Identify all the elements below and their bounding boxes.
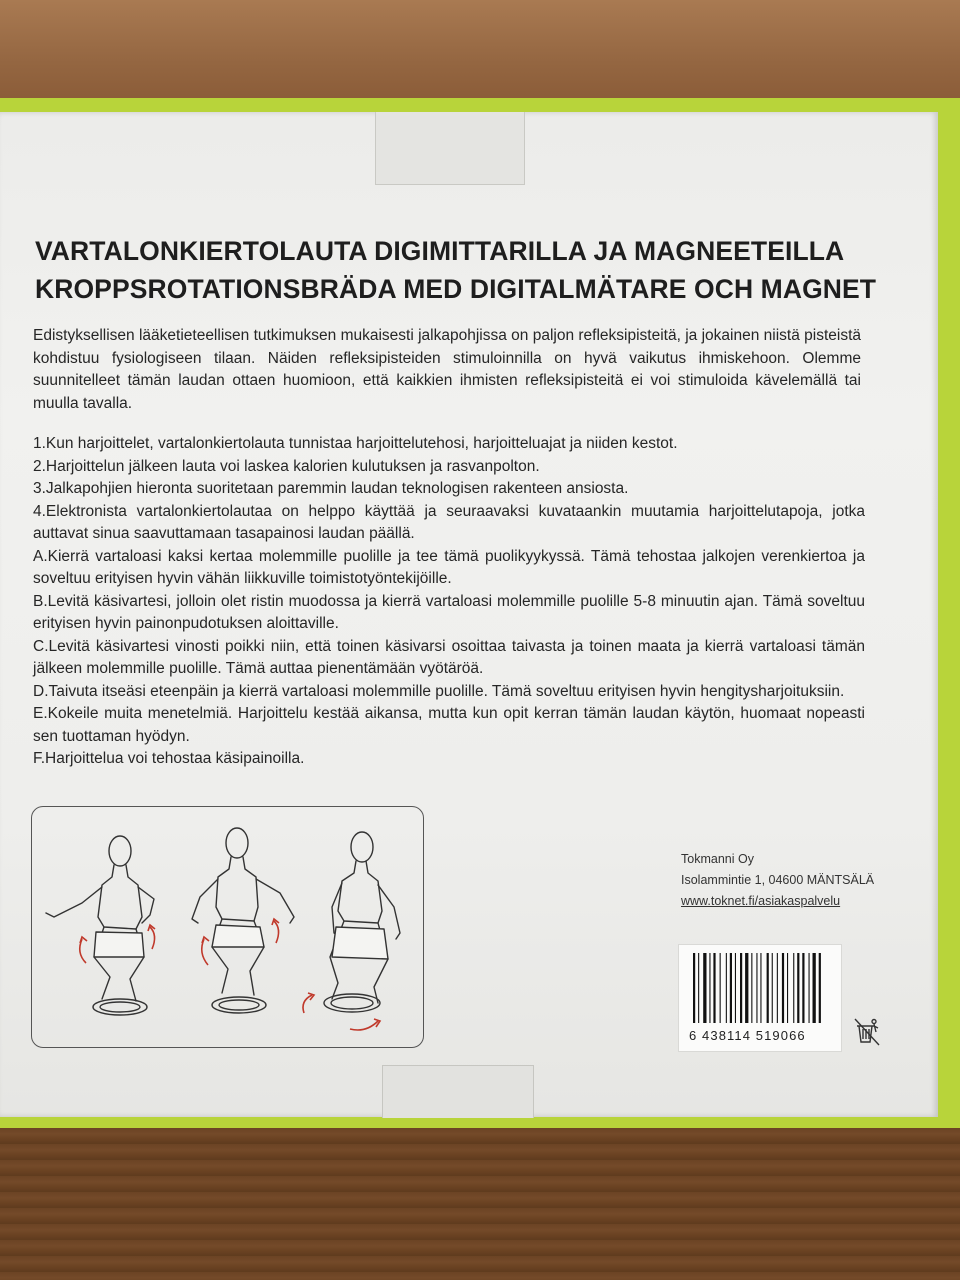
list-item: 2.Harjoittelun jälkeen lauta voi laskea kalorien kulutuksen ja rasvanpolton.: [33, 457, 540, 475]
list-item: E.Kokeile muita menetelmiä. Harjoittelu kestää aikansa, mutta kun opit kerran tämän laudan käytön, huomaat nopeasti sen tuottaman hyödyn.: [33, 705, 865, 745]
list-item: B.Levitä käsivartesi, jolloin olet ristin muodossa ja kierrä vartaloasi molemmille puolille 5-8 minuutin ajan. Tämä soveltuu erityisen hyvin painonpudotuksen aloittaville.: [33, 592, 865, 632]
box-tape-flap-top: [375, 112, 525, 185]
intro-paragraph: Edistyksellisen lääketieteellisen tutkimuksen mukaisesti jalkapohjissa on paljon refleksipisteitä, ja jokainen niistä pisteistä kohdistuu fysiologiseen tilaan. Näiden refleksipisteiden stimuloinnilla on hyvä vaikutus ihmiskehoon. Olemme suunnitelleet tämän laudan ottaen huomioon, että kaikkien ihmisten refleksipisteitä ei voi stimuloida kävelemällä tai muulla tavalla.: [33, 327, 861, 412]
title-finnish: VARTALONKIERTOLAUTA DIGIMITTARILLA JA MAGNEETEILLA: [35, 236, 845, 266]
box-tape-flap-bottom: [382, 1065, 534, 1118]
barcode-bar: [740, 953, 742, 1023]
barcode-bar: [730, 953, 732, 1023]
barcode-bars: [685, 953, 835, 1025]
barcode-bar: [709, 953, 710, 1023]
barcode-bar: [735, 953, 736, 1023]
barcode-label: [678, 944, 842, 1052]
barcode-bar: [720, 953, 721, 1023]
company-name: Tokmanni Oy: [681, 852, 754, 866]
barcode-bar: [767, 953, 769, 1023]
list-item: F.Harjoittelua voi tehostaa käsipainoilla.: [33, 750, 305, 767]
list-item: 1.Kun harjoittelet, vartalonkiertolauta tunnistaa harjoittelutehosi, harjoitteluajat ja niiden kestot.: [33, 435, 678, 452]
barcode-bar: [760, 953, 761, 1023]
instruction-list: [33, 433, 865, 771]
list-item: A.Kierrä vartaloasi kaksi kertaa molemmille puolille ja tee tämä puolikyykyssä. Tämä tehostaa jalkojen verenkiertoa ja soveltuu erityisen hyvin vähän liikkuville toimistotyöntekijöille.: [33, 547, 865, 587]
figure-lunge-twist: [324, 832, 400, 1012]
list-item: D.Taivuta itseäsi eteenpäin ja kierrä vartaloasi molemmille puolille. Tämä soveltuu erityisen hyvin hengitysharjoituksiin.: [33, 682, 845, 700]
barcode-bar: [819, 953, 821, 1023]
barcode-bar: [813, 953, 816, 1023]
barcode-bar: [793, 953, 794, 1023]
barcode-bar: [777, 953, 778, 1023]
exercise-figures-drawing: [32, 807, 423, 1047]
company-address: Isolammintie 1, 04600 MÄNTSÄLÄ: [681, 873, 875, 887]
barcode-bar: [745, 953, 748, 1023]
barcode-bar: [751, 953, 752, 1023]
figure-arms-spread: [192, 828, 294, 1013]
barcode-bar: [809, 953, 810, 1023]
barcode-bar: [802, 953, 804, 1023]
barcode-bar: [713, 953, 715, 1023]
wooden-background-top: [0, 0, 960, 105]
barcode-bar: [787, 953, 788, 1023]
barcode-bar: [693, 953, 695, 1023]
barcode-bar: [756, 953, 757, 1023]
barcode-bar: [698, 953, 699, 1023]
barcode-bar: [782, 953, 784, 1023]
recycle-bin-icon: [854, 1018, 880, 1046]
figure-squat-twist: [46, 836, 154, 1015]
barcode-bar: [703, 953, 706, 1023]
title-swedish: KROPPSROTATIONSBRÄDA MED DIGITALMÄTARE OCH MAGNET: [35, 274, 877, 304]
barcode-bar: [726, 953, 727, 1023]
barcode-bar: [797, 953, 799, 1023]
list-item: 3.Jalkapohjien hieronta suoritetaan paremmin laudan teknologisen rakenteen ansiosta.: [33, 480, 629, 497]
support-url-link[interactable]: www.toknet.fi/asiakaspalvelu: [681, 894, 841, 908]
barcode-number: 6 438114 519066: [689, 1028, 806, 1043]
exercise-illustration: [31, 806, 424, 1048]
wooden-table-bottom: [0, 1128, 960, 1280]
barcode-bar: [772, 953, 773, 1023]
list-item: C.Levitä käsivartesi vinosti poikki niin, että toinen käsivarsi osoittaa taivasta ja toinen maata ja kierrä vartaloasi tämän jälkeen molemmille puolille. Tämä auttaa pienentämään vyötäröä.: [33, 637, 865, 677]
list-item: 4.Elektronista vartalonkiertolautaa on helppo käyttää ja seuraavaksi kuvataankin muutamia harjoittelutapoja, jotka auttavat sinua saavuttamaan tasapainosi laudan päällä.: [33, 502, 865, 542]
